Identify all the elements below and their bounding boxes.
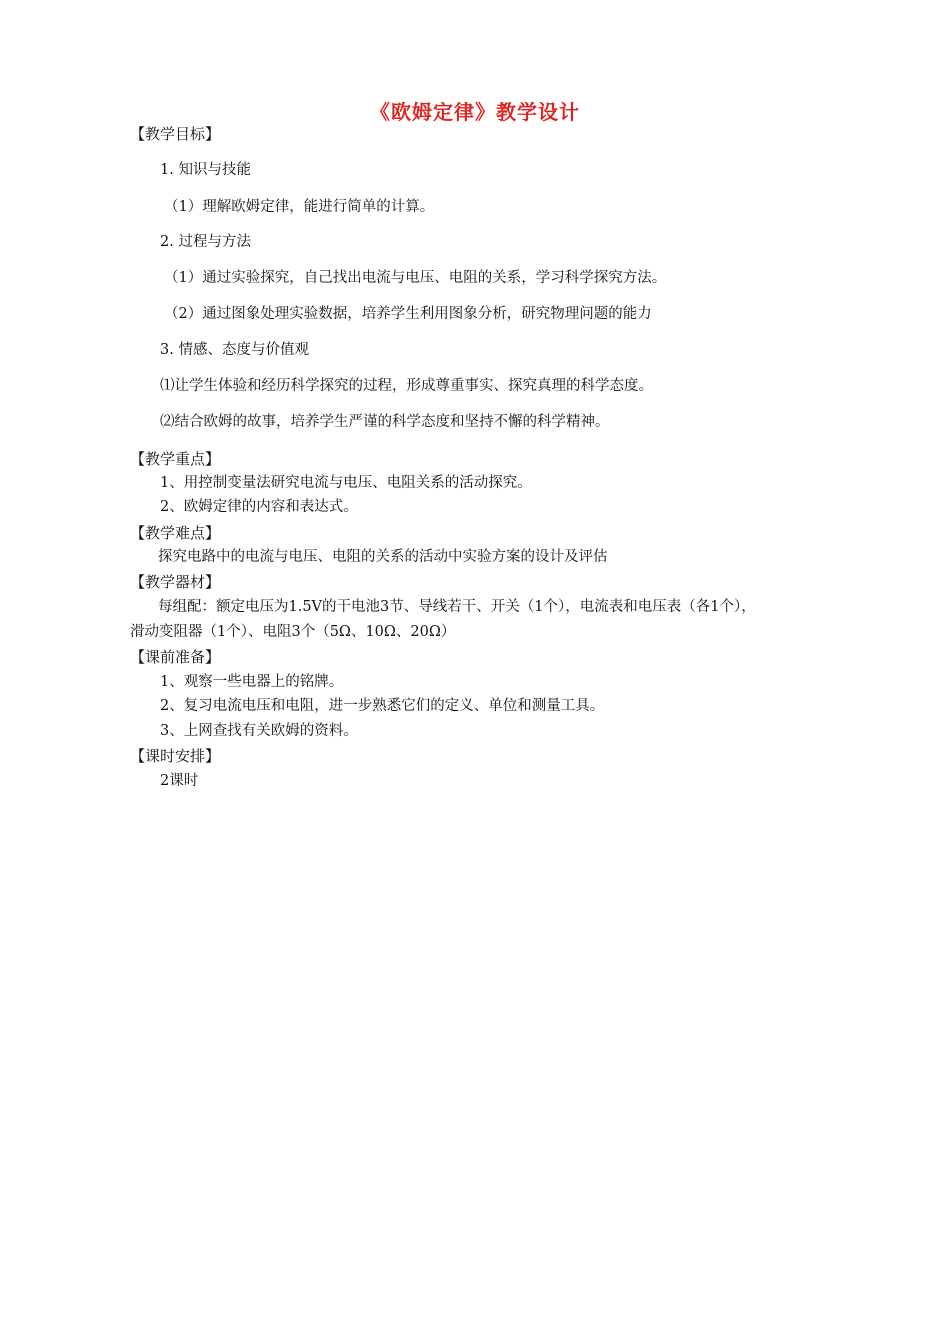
- objective-attitude-item-1: ⑴让学生体验和经历科学探究的过程，形成尊重事实、探究真理的科学态度。: [160, 378, 653, 394]
- equipment-line-1: 每组配：额定电压为1.5V的干电池3节、导线若干、开关（1个），电流表和电压表（各1个），: [158, 599, 756, 615]
- preparation-item-3: 3、上网查找有关欧姆的资料。: [160, 723, 358, 739]
- objective-attitude-heading: 3. 情感、态度与价值观: [160, 342, 309, 358]
- objective-process-heading: 2. 过程与方法: [160, 234, 251, 250]
- section-heading-preparation: 【课前准备】: [130, 648, 221, 666]
- document-title: 《欧姆定律》教学设计: [370, 100, 580, 124]
- section-heading-schedule: 【课时安排】: [130, 747, 221, 765]
- equipment-line-2: 滑动变阻器（1个）、电阻3个（5Ω、10Ω、20Ω）: [130, 624, 456, 640]
- objective-knowledge-item-1: （1）理解欧姆定律，能进行简单的计算。: [164, 199, 435, 215]
- objective-attitude-item-2: ⑵结合欧姆的故事，培养学生严谨的科学态度和坚持不懈的科学精神。: [160, 414, 610, 430]
- section-heading-difficulties: 【教学难点】: [130, 524, 221, 542]
- key-point-1: 1、用控制变量法研究电流与电压、电阻关系的活动探究。: [160, 475, 532, 491]
- preparation-item-2: 2、复习电流电压和电阻，进一步熟悉它们的定义、单位和测量工具。: [160, 698, 605, 714]
- section-heading-equipment: 【教学器材】: [130, 573, 221, 591]
- schedule-item-1: 2课时: [160, 773, 199, 789]
- preparation-item-1: 1、观察一些电器上的铭牌。: [160, 674, 344, 690]
- difficulty-1: 探究电路中的电流与电压、电阻的关系的活动中实验方案的设计及评估: [158, 549, 608, 565]
- section-heading-objectives: 【教学目标】: [130, 125, 221, 143]
- section-heading-key-points: 【教学重点】: [130, 450, 221, 468]
- objective-process-item-2: （2）通过图象处理实验数据，培养学生利用图象分析，研究物理问题的能力: [164, 306, 652, 322]
- objective-process-item-1: （1）通过实验探究，自己找出电流与电压、电阻的关系，学习科学探究方法。: [164, 270, 667, 286]
- key-point-2: 2、欧姆定律的内容和表达式。: [160, 499, 358, 515]
- objective-knowledge-heading: 1. 知识与技能: [160, 162, 251, 178]
